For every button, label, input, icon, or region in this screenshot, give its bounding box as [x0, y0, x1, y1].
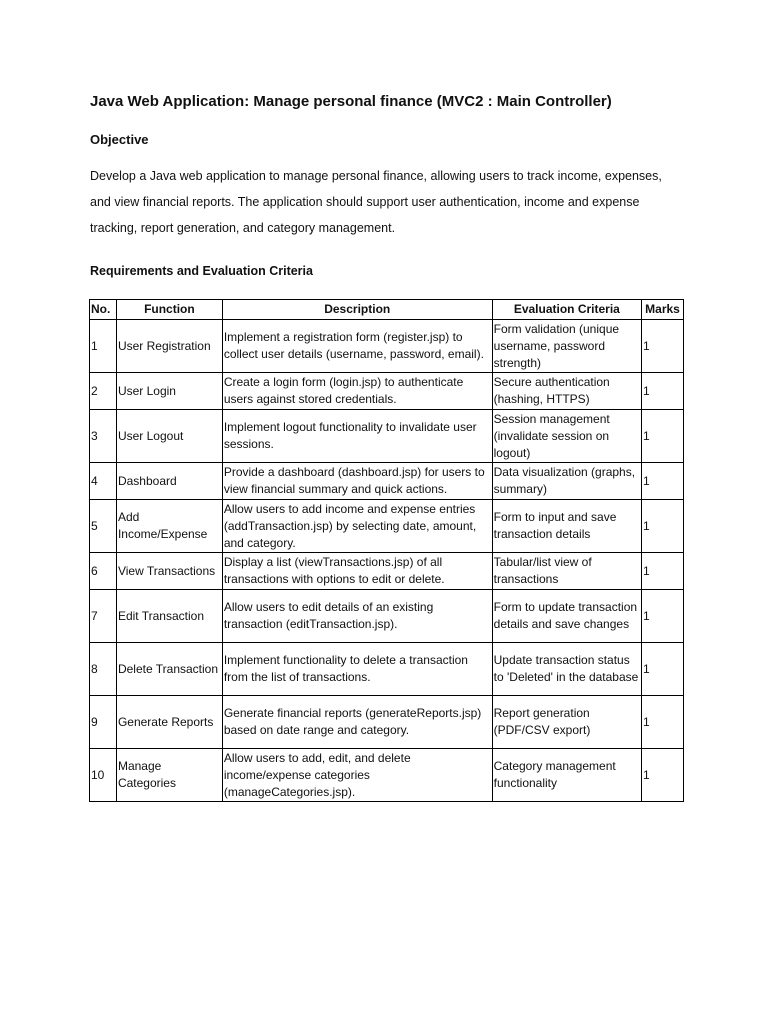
cell-function: Generate Reports: [116, 696, 222, 749]
table-row: [90, 463, 684, 500]
cell-description: Allow users to edit details of an existing transaction (editTransaction.jsp).: [222, 590, 492, 643]
cell-no: 6: [90, 553, 117, 590]
cell-description: Display a list (viewTransactions.jsp) of all transactions with options to edit or delete.: [222, 553, 492, 590]
cell-marks: 1: [642, 410, 684, 463]
table-row: [90, 696, 684, 749]
cell-function: Add Income/Expense: [116, 500, 222, 553]
table-row: [90, 643, 684, 696]
cell-criteria: Secure authentication (hashing, HTTPS): [492, 373, 641, 410]
cell-marks: 1: [642, 749, 684, 802]
cell-marks: 1: [642, 500, 684, 553]
requirements-table: [89, 299, 684, 802]
cell-no: 8: [90, 643, 117, 696]
objective-line: Develop a Java web application to manage personal finance, allowing users to track income, expenses,: [90, 169, 662, 183]
cell-no: 4: [90, 463, 117, 500]
cell-no: 2: [90, 373, 117, 410]
cell-no: 5: [90, 500, 117, 553]
objective-line: and view financial reports. The application should support user authentication, income and expense: [90, 195, 640, 209]
table-row: [90, 373, 684, 410]
table-header-row: [90, 300, 684, 320]
header-function: Function: [116, 300, 222, 320]
cell-description: Allow users to add income and expense entries (addTransaction.jsp) by selecting date, amount, and category.: [222, 500, 492, 553]
cell-function: Delete Transaction: [116, 643, 222, 696]
cell-criteria: Update transaction status to 'Deleted' in the database: [492, 643, 641, 696]
cell-function: User Registration: [116, 320, 222, 373]
cell-no: 1: [90, 320, 117, 373]
table-row: [90, 553, 684, 590]
header-evaluation-criteria: Evaluation Criteria: [492, 300, 641, 320]
cell-description: Create a login form (login.jsp) to authenticate users against stored credentials.: [222, 373, 492, 410]
cell-criteria: Report generation (PDF/CSV export): [492, 696, 641, 749]
cell-no: 7: [90, 590, 117, 643]
cell-marks: 1: [642, 320, 684, 373]
cell-no: 3: [90, 410, 117, 463]
cell-marks: 1: [642, 463, 684, 500]
cell-marks: 1: [642, 553, 684, 590]
cell-criteria: Data visualization (graphs, summary): [492, 463, 641, 500]
cell-description: Provide a dashboard (dashboard.jsp) for users to view financial summary and quick actions.: [222, 463, 492, 500]
cell-function: Dashboard: [116, 463, 222, 500]
cell-marks: 1: [642, 643, 684, 696]
document-title: Java Web Application: Manage personal finance (MVC2 : Main Controller): [90, 93, 612, 110]
cell-criteria: Session management (invalidate session on logout): [492, 410, 641, 463]
cell-function: User Login: [116, 373, 222, 410]
cell-description: Implement a registration form (register.jsp) to collect user details (username, password, email).: [222, 320, 492, 373]
cell-criteria: Form validation (unique username, password strength): [492, 320, 641, 373]
cell-function: User Logout: [116, 410, 222, 463]
header-description: Description: [222, 300, 492, 320]
table-row: [90, 749, 684, 802]
objective-line: tracking, report generation, and category management.: [90, 221, 396, 235]
cell-criteria: Form to input and save transaction details: [492, 500, 641, 553]
cell-criteria: Category management functionality: [492, 749, 641, 802]
table-row: [90, 500, 684, 553]
cell-function: Edit Transaction: [116, 590, 222, 643]
cell-description: Allow users to add, edit, and delete income/expense categories (manageCategories.jsp).: [222, 749, 492, 802]
table-row: [90, 320, 684, 373]
cell-function: Manage Categories: [116, 749, 222, 802]
cell-criteria: Form to update transaction details and save changes: [492, 590, 641, 643]
cell-description: Generate financial reports (generateReports.jsp) based on date range and category.: [222, 696, 492, 749]
cell-description: Implement logout functionality to invalidate user sessions.: [222, 410, 492, 463]
cell-no: 9: [90, 696, 117, 749]
cell-no: 10: [90, 749, 117, 802]
header-marks: Marks: [642, 300, 684, 320]
cell-function: View Transactions: [116, 553, 222, 590]
table-row: [90, 410, 684, 463]
cell-criteria: Tabular/list view of transactions: [492, 553, 641, 590]
cell-marks: 1: [642, 590, 684, 643]
cell-description: Implement functionality to delete a transaction from the list of transactions.: [222, 643, 492, 696]
objective-heading: Objective: [90, 132, 149, 147]
cell-marks: 1: [642, 373, 684, 410]
table-row: [90, 590, 684, 643]
header-no: No.: [90, 300, 117, 320]
objective-paragraph: [90, 163, 690, 241]
cell-marks: 1: [642, 696, 684, 749]
requirements-heading: Requirements and Evaluation Criteria: [90, 264, 313, 278]
